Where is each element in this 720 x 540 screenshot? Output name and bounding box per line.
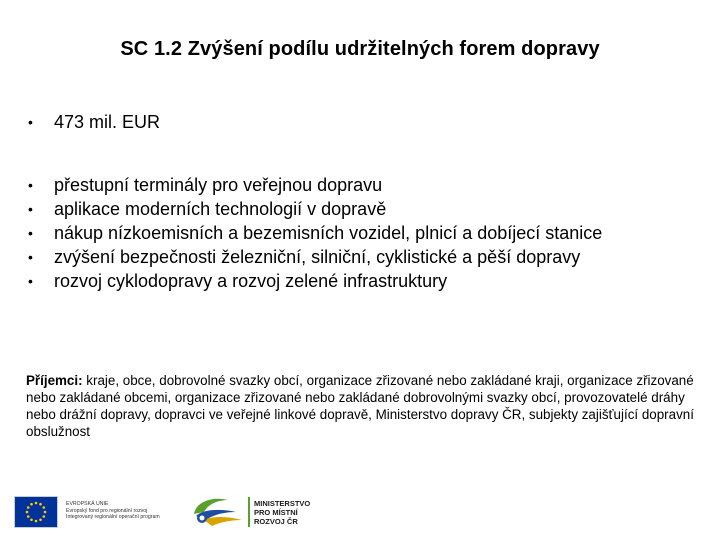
amount-text: 473 mil. EUR [54, 112, 161, 132]
ministry-logo-line: PRO MÍSTNÍ [254, 508, 298, 517]
ministry-logo-text [254, 499, 310, 526]
eu-star-icon [44, 511, 47, 514]
eu-star-icon [30, 518, 33, 521]
eu-star-icon [26, 511, 29, 514]
logo-divider [248, 497, 250, 527]
ministry-logo-icon [188, 490, 248, 532]
eu-logo-line: Evropský fond pro regionální rozvoj [66, 507, 148, 514]
bullet-icon: • [28, 273, 33, 289]
eu-star-icon [42, 515, 45, 518]
eu-star-icon [35, 502, 38, 505]
eu-star-icon [27, 506, 30, 509]
eu-logo-line: EVROPSKÁ UNIE [66, 501, 109, 507]
eu-star-icon [42, 506, 45, 509]
list-item [26, 111, 716, 134]
list-item-text: aplikace moderních technologií v dopravě [54, 199, 387, 219]
recipients-paragraph [26, 372, 698, 440]
recipients-label: Příjemci: [26, 373, 83, 388]
list-item [26, 222, 716, 245]
eu-logo-line: Integrovaný regionální operační program [66, 514, 160, 520]
list-item [26, 270, 716, 293]
list-item [26, 174, 716, 197]
list-item [26, 246, 716, 269]
recipients-text: kraje, obce, dobrovolné svazky obcí, organizace zřizované nebo zakládané kraji, organizace zřizované nebo zakládané obcemi, organizace zřizované nebo zakládané dobrovolnými svazky obcí, provozovatelé dráhy nebo drážní dopravy, dopravci ve veřejné linkové dopravě, Ministerstvo dopravy ČR, subjekty zajišťující dopravní obslužnost [26, 373, 694, 439]
logo-bar [0, 490, 720, 540]
slide-title: SC 1.2 Zvýšení podílu udržitelných forem dopravy [120, 38, 600, 60]
eu-star-icon [30, 503, 33, 506]
eu-star-icon [39, 503, 42, 506]
list-item-text: rozvoj cyklodopravy a rozvoj zelené infrastruktury [54, 271, 448, 291]
list-item-text: přestupní terminály pro veřejnou dopravu [54, 175, 383, 195]
list-item [26, 198, 716, 221]
bullet-icon: • [28, 177, 33, 193]
eu-star-icon [27, 515, 30, 518]
eu-flag-icon [14, 496, 58, 528]
list-item-text: nákup nízkoemisních a bezemisních vozidel, plnicí a dobíjecí stanice [54, 223, 603, 243]
ministry-logo-line: ROZVOJ ČR [254, 517, 298, 526]
eu-logo-text [66, 501, 186, 521]
activities-list [26, 174, 716, 294]
bullet-icon: • [28, 225, 33, 241]
bullet-icon: • [28, 201, 33, 217]
eu-star-icon [39, 518, 42, 521]
list-item-text: zvýšení bezpečnosti železniční, silniční, cyklistické a pěší dopravy [54, 247, 581, 267]
bullet-icon: • [28, 114, 33, 130]
ministry-logo-line: MINISTERSTVO [254, 499, 311, 508]
amount-list [26, 111, 716, 134]
eu-star-icon [35, 520, 38, 523]
bullet-icon: • [28, 249, 33, 265]
